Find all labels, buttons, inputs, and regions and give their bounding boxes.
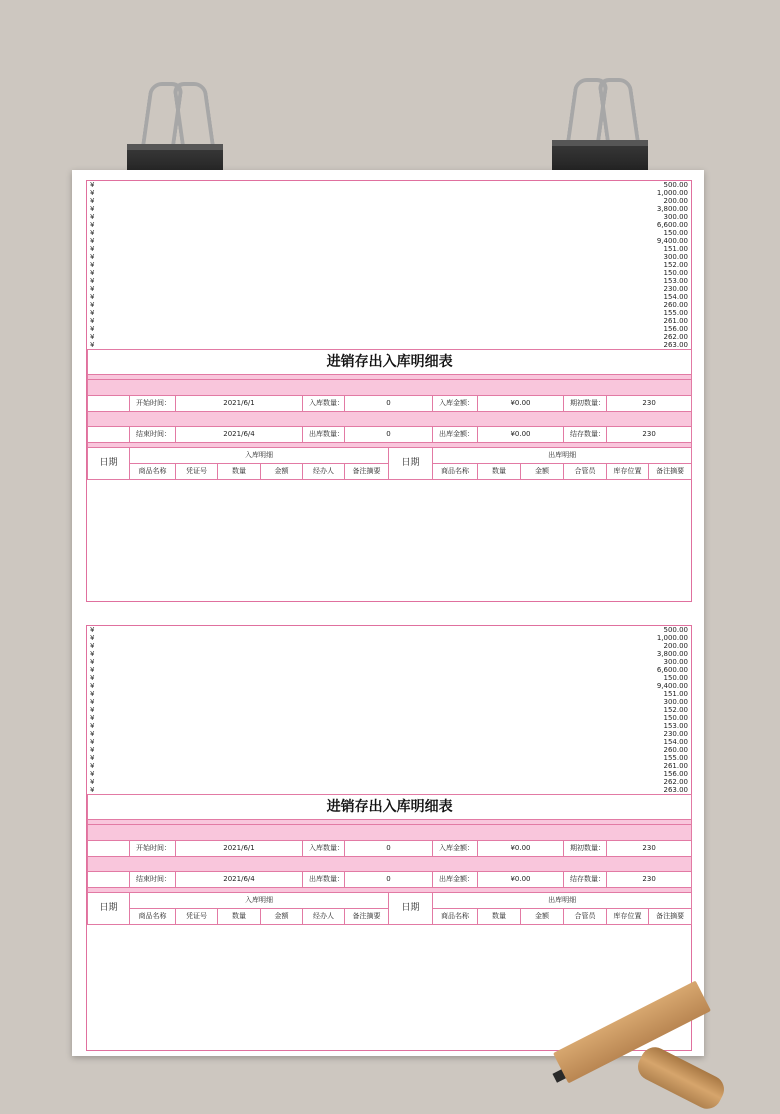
rubber-stamp [546,985,780,1102]
currency-symbol: ¥ [90,626,95,634]
column-header: 数量 [218,463,261,479]
currency-symbol: ¥ [90,762,95,770]
currency-symbol: ¥ [90,221,95,229]
currency-symbol: ¥ [90,245,95,253]
currency-symbol: ¥ [90,285,95,293]
currency-symbol: ¥ [90,722,95,730]
column-header: 库存位置 [607,463,649,479]
start-time-value: 2021/6/1 [176,840,303,856]
amount-value: 230.00 [663,730,688,738]
currency-symbol: ¥ [90,658,95,666]
end-time-value: 2021/6/4 [176,872,303,888]
amount-value: 6,600.00 [656,221,688,229]
inbound-qty-label: 入库数量： [303,395,345,411]
outbound-amount-label: 出库金额： [433,427,478,443]
currency-symbol: ¥ [90,205,95,213]
currency-symbol: ¥ [90,189,95,197]
amount-value: 262.00 [663,778,688,786]
summary-row-end [88,427,692,443]
end-time-value: 2021/6/4 [176,427,303,443]
amount-value: 150.00 [663,269,688,277]
opening-qty-value: 230 [607,395,692,411]
amount-value: 230.00 [663,285,688,293]
amount-value: 151.00 [663,245,688,253]
currency-symbol: ¥ [90,237,95,245]
column-header: 商品名称 [130,463,176,479]
start-time-label: 开始时间： [130,395,176,411]
paper-sheet [72,170,704,1056]
currency-symbol: ¥ [90,642,95,650]
amount-value: 200.00 [663,197,688,205]
currency-symbol: ¥ [90,770,95,778]
amount-value: 262.00 [663,333,688,341]
column-header: 备注摘要 [345,908,389,924]
outbound-amount-value: ¥0.00 [478,872,564,888]
currency-symbol: ¥ [90,690,95,698]
currency-symbol: ¥ [90,229,95,237]
summary-row-start [88,840,692,856]
outbound-amount-value: ¥0.00 [478,427,564,443]
inbound-qty-value: 0 [345,840,433,856]
amount-value: 1,000.00 [656,189,688,197]
amount-value: 3,800.00 [656,205,688,213]
amount-value: 263.00 [663,786,688,794]
column-header: 数量 [478,463,521,479]
column-header: 商品名称 [433,908,478,924]
currency-symbol: ¥ [90,317,95,325]
amount-value: 300.00 [663,658,688,666]
currency-symbol: ¥ [90,213,95,221]
column-header: 备注摘要 [345,463,389,479]
column-header: 金额 [261,463,303,479]
currency-symbol: ¥ [90,333,95,341]
column-header: 合管员 [564,908,607,924]
currency-symbol: ¥ [90,730,95,738]
currency-symbol: ¥ [90,301,95,309]
currency-symbol: ¥ [90,181,95,189]
amount-value: 154.00 [663,738,688,746]
column-header: 经办人 [303,463,345,479]
amount-value: 263.00 [663,341,688,349]
start-time-value: 2021/6/1 [176,395,303,411]
inbound-qty-value: 0 [345,395,433,411]
amount-value: 9,400.00 [656,237,688,245]
currency-symbol: ¥ [90,706,95,714]
amount-value: 154.00 [663,293,688,301]
summary-row-end [88,872,692,888]
amount-value: 300.00 [663,213,688,221]
inbound-amount-label: 入库金额： [433,840,478,856]
inbound-qty-label: 入库数量： [303,840,345,856]
inbound-date-header: 日期 [88,893,130,925]
currency-symbol: ¥ [90,341,95,349]
stock-qty-value: 230 [607,872,692,888]
amount-value: 260.00 [663,301,688,309]
outbound-amount-label: 出库金额： [433,872,478,888]
column-header: 库存位置 [607,908,649,924]
outbound-section-title: 出库明细 [433,893,692,909]
currency-symbol: ¥ [90,261,95,269]
amount-value: 155.00 [663,309,688,317]
currency-symbol: ¥ [90,746,95,754]
column-header: 金额 [521,463,564,479]
amount-value: 150.00 [663,714,688,722]
column-header: 数量 [218,908,261,924]
column-header: 备注摘要 [649,463,692,479]
amount-value: 150.00 [663,229,688,237]
currency-symbol: ¥ [90,277,95,285]
outbound-qty-value: 0 [345,872,433,888]
column-header: 凭证号 [176,463,218,479]
currency-symbol: ¥ [90,309,95,317]
amount-value: 152.00 [663,706,688,714]
currency-symbol: ¥ [90,650,95,658]
column-header: 金额 [261,908,303,924]
currency-symbol: ¥ [90,634,95,642]
amount-value: 260.00 [663,746,688,754]
amount-value: 300.00 [663,253,688,261]
column-header: 商品名称 [433,463,478,479]
currency-symbol: ¥ [90,754,95,762]
outbound-section-title: 出库明细 [433,448,692,464]
amount-value: 300.00 [663,698,688,706]
amount-value: 153.00 [663,722,688,730]
currency-symbol: ¥ [90,666,95,674]
amount-value: 1,000.00 [656,634,688,642]
inbound-date-header: 日期 [88,448,130,480]
outbound-qty-label: 出库数量： [303,427,345,443]
amount-value: 152.00 [663,261,688,269]
currency-symbol: ¥ [90,698,95,706]
inbound-section-title: 入库明细 [130,448,389,464]
outbound-qty-label: 出库数量： [303,872,345,888]
amount-value: 153.00 [663,277,688,285]
start-time-label: 开始时间： [130,840,176,856]
amount-value: 261.00 [663,317,688,325]
amount-value: 155.00 [663,754,688,762]
currency-symbol: ¥ [90,197,95,205]
amount-value: 200.00 [663,642,688,650]
currency-symbol: ¥ [90,682,95,690]
inbound-amount-value: ¥0.00 [478,840,564,856]
amount-value: 156.00 [663,770,688,778]
sheet-title: 进销存出入库明细表 [88,350,692,375]
summary-row-start [88,395,692,411]
amount-value: 500.00 [663,626,688,634]
end-time-label: 结束时间： [130,872,176,888]
inbound-amount-value: ¥0.00 [478,395,564,411]
currency-symbol: ¥ [90,738,95,746]
currency-symbol: ¥ [90,674,95,682]
opening-qty-label: 期初数量： [564,395,607,411]
stock-qty-value: 230 [607,427,692,443]
inbound-section-title: 入库明细 [130,893,389,909]
stock-qty-label: 结存数量： [564,872,607,888]
opening-qty-value: 230 [607,840,692,856]
currency-symbol: ¥ [90,778,95,786]
currency-symbol: ¥ [90,269,95,277]
amount-value: 151.00 [663,690,688,698]
amount-value: 156.00 [663,325,688,333]
amount-value: 261.00 [663,762,688,770]
amount-value: 500.00 [663,181,688,189]
currency-symbol: ¥ [90,786,95,794]
sheet-title: 进销存出入库明细表 [88,795,692,820]
amount-value: 3,800.00 [656,650,688,658]
column-header: 数量 [478,908,521,924]
column-header: 凭证号 [176,908,218,924]
outbound-date-header: 日期 [389,448,433,480]
end-time-label: 结束时间： [130,427,176,443]
column-header: 经办人 [303,908,345,924]
stock-qty-label: 结存数量： [564,427,607,443]
currency-symbol: ¥ [90,714,95,722]
ledger-table-1 [86,180,692,602]
currency-symbol: ¥ [90,253,95,261]
amount-value: 6,600.00 [656,666,688,674]
column-header: 合管员 [564,463,607,479]
column-header: 商品名称 [130,908,176,924]
opening-qty-label: 期初数量： [564,840,607,856]
outbound-date-header: 日期 [389,893,433,925]
currency-symbol: ¥ [90,293,95,301]
column-header: 金额 [521,908,564,924]
outbound-qty-value: 0 [345,427,433,443]
column-header: 备注摘要 [649,908,692,924]
inbound-amount-label: 入库金额： [433,395,478,411]
amount-value: 150.00 [663,674,688,682]
amount-value: 9,400.00 [656,682,688,690]
currency-symbol: ¥ [90,325,95,333]
